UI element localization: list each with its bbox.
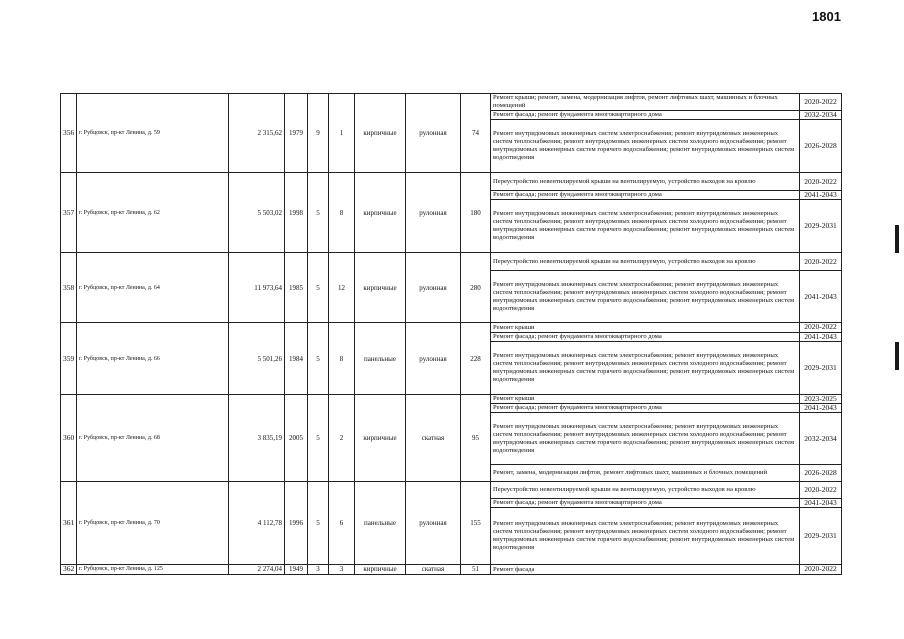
wall-material: кирпичные <box>355 565 406 574</box>
capital-repair-table <box>60 93 842 575</box>
repair-period: 2041-2043 <box>800 332 842 341</box>
wall-material: панельные <box>355 323 406 394</box>
repair-work: Ремонт крыши <box>491 323 800 332</box>
repair-period: 2041-2043 <box>800 499 842 508</box>
repair-period: 2020-2022 <box>800 565 842 574</box>
repair-period: 2032-2034 <box>800 111 842 120</box>
building-address: г. Рубцовск, пр-кт Ленина, д. 59 <box>77 94 229 173</box>
building-number: 356 <box>61 94 77 173</box>
building-number: 360 <box>61 394 77 481</box>
roof-type: рулонная <box>406 94 461 173</box>
repair-period: 2041-2043 <box>800 271 842 323</box>
repair-work: Ремонт фасада; ремонт фундамента многоквартирного дома <box>491 111 800 120</box>
building-area: 5 501,26 <box>229 323 285 394</box>
wall-material: кирпичные <box>355 173 406 253</box>
building-floors: 5 <box>308 323 329 394</box>
repair-work: Ремонт фасада; ремонт фундамента многоквартирного дома <box>491 332 800 341</box>
repair-period: 2029-2031 <box>800 508 842 565</box>
repair-work: Ремонт фасада; ремонт фундамента многоквартирного дома <box>491 191 800 200</box>
table-row <box>61 253 842 271</box>
building-address: г. Рубцовск, пр-кт Ленина, д. 64 <box>77 253 229 323</box>
repair-work: Ремонт внутридомовых инженерных систем электроснабжения; ремонт внутридомовых инженерных систем теплоснабжения; ремонт внутридомовых инженерных систем холодного водоснабжения; ремонт внутридомовых инженерных систем горячего водоснабжения; ремонт внутридомовых инженерных систем водоотведения <box>491 120 800 173</box>
apartment-count: 180 <box>461 173 491 253</box>
building-floors: 5 <box>308 394 329 481</box>
building-entrances: 12 <box>329 253 355 323</box>
repair-period: 2029-2031 <box>800 341 842 394</box>
repair-work: Ремонт фасада <box>491 565 800 574</box>
building-year: 1998 <box>285 173 308 253</box>
table-body <box>61 94 842 575</box>
building-floors: 3 <box>308 565 329 574</box>
table-row <box>61 482 842 499</box>
table-row <box>61 323 842 332</box>
building-address: г. Рубцовск, пр-кт Ленина, д. 62 <box>77 173 229 253</box>
building-address: г. Рубцовск, пр-кт Ленина, д. 125 <box>77 565 229 574</box>
building-floors: 5 <box>308 482 329 565</box>
repair-period: 2020-2022 <box>800 323 842 332</box>
roof-type: рулонная <box>406 323 461 394</box>
roof-type: скатная <box>406 394 461 481</box>
building-year: 1979 <box>285 94 308 173</box>
apartment-count: 228 <box>461 323 491 394</box>
repair-work: Ремонт фасада; ремонт фундамента многоквартирного дома <box>491 499 800 508</box>
building-year: 1996 <box>285 482 308 565</box>
building-year: 1985 <box>285 253 308 323</box>
building-area: 2 274,04 <box>229 565 285 574</box>
apartment-count: 155 <box>461 482 491 565</box>
building-floors: 5 <box>308 173 329 253</box>
scan-edge-mark <box>895 342 899 370</box>
apartment-count: 280 <box>461 253 491 323</box>
repair-work: Ремонт внутридомовых инженерных систем электроснабжения; ремонт внутридомовых инженерных систем теплоснабжения; ремонт внутридомовых инженерных систем холодного водоснабжения; ремонт внутридомовых инженерных систем горячего водоснабжения; ремонт внутридомовых инженерных систем водоотведения <box>491 271 800 323</box>
building-address: г. Рубцовск, пр-кт Ленина, д. 68 <box>77 394 229 481</box>
building-entrances: 3 <box>329 565 355 574</box>
building-address: г. Рубцовск, пр-кт Ленина, д. 66 <box>77 323 229 394</box>
building-number: 362 <box>61 565 77 574</box>
repair-period: 2029-2031 <box>800 200 842 253</box>
roof-type: рулонная <box>406 482 461 565</box>
scan-edge-mark <box>895 225 899 253</box>
wall-material: кирпичные <box>355 94 406 173</box>
repair-work: Ремонт крыши; ремонт, замена, модернизация лифтов, ремонт лифтовых шахт, машинных и блочных помещений <box>491 94 800 111</box>
apartment-count: 74 <box>461 94 491 173</box>
repair-work: Переустройство невентилируемой крыши на вентилируемую, устройство выходов на кровлю <box>491 173 800 191</box>
wall-material: панельные <box>355 482 406 565</box>
repair-period: 2041-2043 <box>800 404 842 413</box>
repair-period: 2032-2034 <box>800 413 842 465</box>
building-number: 359 <box>61 323 77 394</box>
building-entrances: 2 <box>329 394 355 481</box>
table-row <box>61 173 842 191</box>
building-year: 2005 <box>285 394 308 481</box>
roof-type: рулонная <box>406 173 461 253</box>
building-entrances: 6 <box>329 482 355 565</box>
apartment-count: 51 <box>461 565 491 574</box>
repair-work: Переустройство невентилируемой крыши на вентилируемую, устройство выходов на кровлю <box>491 482 800 499</box>
building-floors: 5 <box>308 253 329 323</box>
building-number: 361 <box>61 482 77 565</box>
wall-material: кирпичные <box>355 253 406 323</box>
repair-period: 2020-2022 <box>800 173 842 191</box>
repair-work: Ремонт, замена, модернизация лифтов, ремонт лифтовых шахт, машинных и блочных помещений <box>491 465 800 482</box>
repair-period: 2023-2025 <box>800 394 842 403</box>
repair-period: 2026-2028 <box>800 120 842 173</box>
building-entrances: 1 <box>329 94 355 173</box>
repair-work: Ремонт фасада; ремонт фундамента многоквартирного дома <box>491 404 800 413</box>
building-area: 11 973,64 <box>229 253 285 323</box>
repair-work: Ремонт внутридомовых инженерных систем электроснабжения; ремонт внутридомовых инженерных систем теплоснабжения; ремонт внутридомовых инженерных систем холодного водоснабжения; ремонт внутридомовых инженерных систем горячего водоснабжения; ремонт внутридомовых инженерных систем водоотведения <box>491 200 800 253</box>
building-area: 3 835,19 <box>229 394 285 481</box>
building-number: 358 <box>61 253 77 323</box>
page-number: 1801 <box>812 9 841 24</box>
building-entrances: 8 <box>329 323 355 394</box>
repair-period: 2020-2022 <box>800 253 842 271</box>
building-address: г. Рубцовск, пр-кт Ленина, д. 70 <box>77 482 229 565</box>
building-year: 1984 <box>285 323 308 394</box>
building-area: 4 112,78 <box>229 482 285 565</box>
repair-period: 2026-2028 <box>800 465 842 482</box>
building-floors: 9 <box>308 94 329 173</box>
table-row <box>61 94 842 111</box>
table-row <box>61 394 842 403</box>
roof-type: рулонная <box>406 253 461 323</box>
repair-work: Ремонт внутридомовых инженерных систем электроснабжения; ремонт внутридомовых инженерных систем теплоснабжения; ремонт внутридомовых инженерных систем холодного водоснабжения; ремонт внутридомовых инженерных систем горячего водоснабжения; ремонт внутридомовых инженерных систем водоотведения <box>491 508 800 565</box>
repair-work: Ремонт внутридомовых инженерных систем электроснабжения; ремонт внутридомовых инженерных систем теплоснабжения; ремонт внутридомовых инженерных систем холодного водоснабжения; ремонт внутридомовых инженерных систем горячего водоснабжения; ремонт внутридомовых инженерных систем водоотведения <box>491 341 800 394</box>
table-row <box>61 565 842 574</box>
repair-work: Переустройство невентилируемой крыши на вентилируемую, устройство выходов на кровлю <box>491 253 800 271</box>
building-year: 1949 <box>285 565 308 574</box>
building-entrances: 8 <box>329 173 355 253</box>
building-number: 357 <box>61 173 77 253</box>
building-area: 5 503,02 <box>229 173 285 253</box>
apartment-count: 95 <box>461 394 491 481</box>
building-area: 2 315,62 <box>229 94 285 173</box>
repair-work: Ремонт крыши <box>491 394 800 403</box>
repair-period: 2020-2022 <box>800 482 842 499</box>
repair-work: Ремонт внутридомовых инженерных систем электроснабжения; ремонт внутридомовых инженерных систем теплоснабжения; ремонт внутридомовых инженерных систем холодного водоснабжения; ремонт внутридомовых инженерных систем горячего водоснабжения; ремонт внутридомовых инженерных систем водоотведения <box>491 413 800 465</box>
repair-period: 2020-2022 <box>800 94 842 111</box>
repair-period: 2041-2043 <box>800 191 842 200</box>
wall-material: кирпичные <box>355 394 406 481</box>
roof-type: скатная <box>406 565 461 574</box>
